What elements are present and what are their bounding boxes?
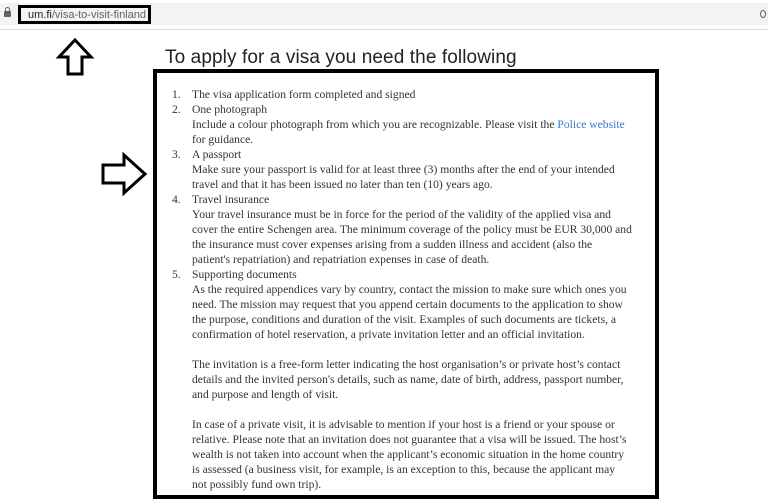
- item-text: Make sure your passport is valid for at least three (3) months after the end of your intended travel and that it has been issued no later than ten (10) years ago.: [192, 163, 615, 191]
- police-website-link[interactable]: Police website: [557, 118, 625, 131]
- item-title: The visa application form completed and signed: [192, 88, 416, 101]
- spacer: [172, 342, 632, 357]
- spacer: [172, 402, 632, 417]
- item-text-part: for guidance.: [192, 133, 254, 146]
- address-bar[interactable]: [0, 3, 768, 25]
- lock-icon[interactable]: [4, 11, 11, 17]
- arrow-right-icon: [100, 152, 148, 196]
- arrow-up-icon: [55, 37, 95, 77]
- list-item-2: [172, 102, 632, 147]
- item-text: As the required appendices vary by country, contact the mission to make sure which ones you need. The mission may request that you append certain documents to the application to show the purpose, conditions and duration of the visit. Examples of such documents are tickets, a confirmation of hotel reservation, a private invitation letter and an official invitation.: [192, 283, 627, 341]
- url-path: /visa-to-visit-finland: [51, 9, 146, 21]
- item-title: One photograph: [192, 103, 268, 116]
- browser-toolbar: [0, 0, 768, 30]
- list-item-3: [172, 147, 632, 192]
- item-number: 3.: [172, 148, 181, 161]
- requirements-list: [172, 87, 632, 492]
- list-item-5: [172, 267, 632, 342]
- page-title: To apply for a visa you need the following: [165, 47, 517, 68]
- item-text-part: Include a colour photograph from which you are recognizable. Please visit the: [192, 118, 558, 131]
- item-title: Supporting documents: [192, 268, 297, 281]
- list-item-4: [172, 192, 632, 267]
- invitation-paragraph: The invitation is a free-form letter indicating the host organisation’s or private host’s contact details and the invited person's details, such as name, date of birth, address, passport number, and purpose and length of visit.: [192, 358, 624, 401]
- url-highlight-box[interactable]: [18, 5, 151, 24]
- requirements-highlight-box: [153, 69, 659, 499]
- item-text: [192, 117, 632, 147]
- item-number: 5.: [172, 268, 181, 281]
- item-number: 2.: [172, 103, 181, 116]
- item-number: 1.: [172, 88, 181, 101]
- list-item-1: [172, 87, 632, 102]
- bookmark-icon[interactable]: [760, 10, 766, 18]
- item-title: Travel insurance: [192, 193, 270, 206]
- private-visit-paragraph: In case of a private visit, it is advisable to mention if your host is a friend or your spouse or relative. Please note that an invitation does not guarantee that a visa will be issued. The host’s wealth is not taken into account when the applicant’s economic situation in the home country is assessed (a business visit, for example, is an exception to this, because the applicant may not possibly fund own trip).: [192, 418, 627, 491]
- item-title: A passport: [192, 148, 242, 161]
- item-number: 4.: [172, 193, 181, 206]
- item-text: Your travel insurance must be in force for the period of the validity of the applied visa and cover the entire Schengen area. The minimum coverage of the policy must be EUR 30,000 and the insurance must cover expenses arising from a sudden illness and accident (also the patient's repatriation) and repatriation expenses in case of death.: [192, 208, 632, 266]
- url-domain: um.fi: [28, 9, 52, 21]
